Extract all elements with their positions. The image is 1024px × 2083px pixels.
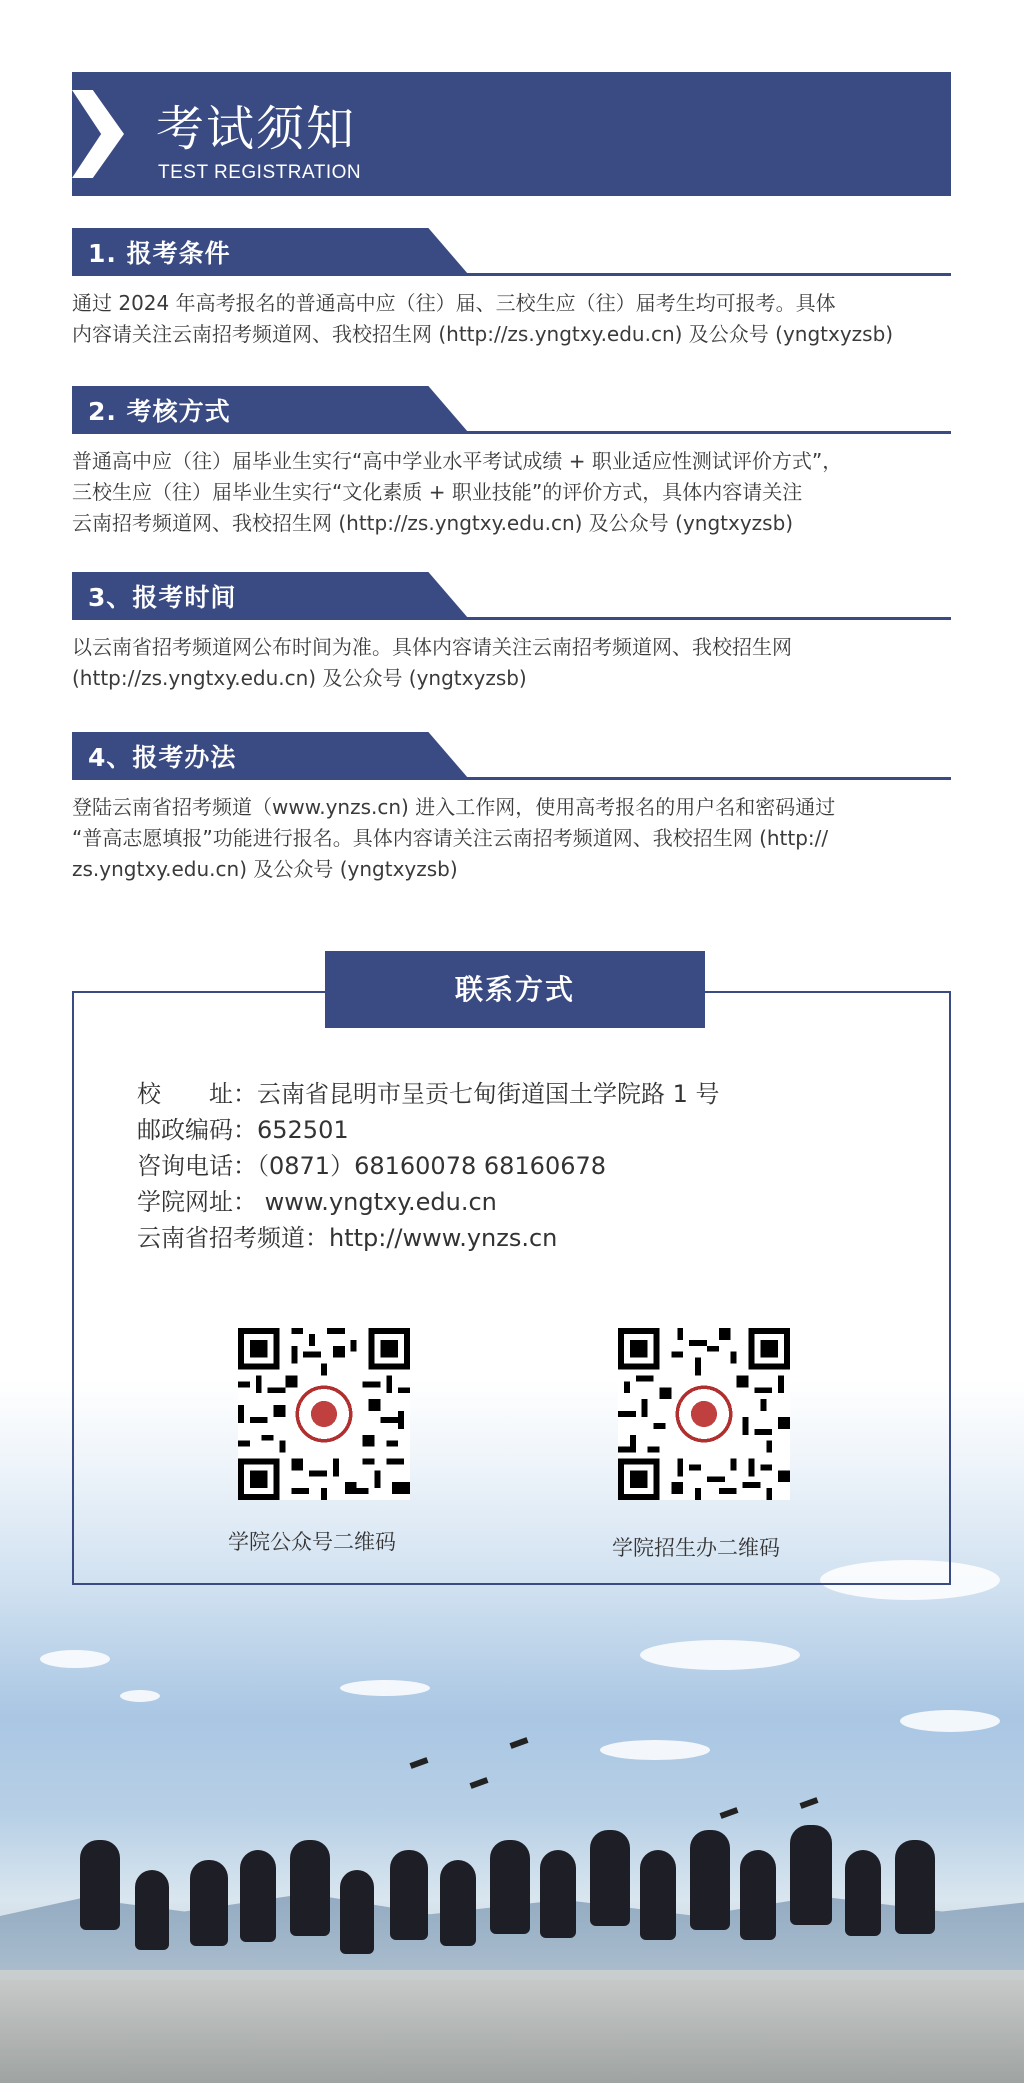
contact-website[interactable]: 学院网址： www.yngtxy.edu.cn [137,1188,497,1216]
section-heading-label: 3、报考时间 [88,583,237,612]
section-heading-label: 1. 报考条件 [88,239,231,268]
paragraph-line: 普通高中应（往）届毕业生实行“高中学业水平考试成绩 + 职业适应性测试评价方式”， [72,449,843,473]
paragraph-line: (http://zs.yngtxy.edu.cn) 及公众号 (yngtxyzsb) [72,666,527,690]
paragraph-line: 登陆云南省招考频道（www.ynzs.cn) 进入工作网，使用高考报名的用户名和密码通过 [72,795,836,819]
page-title: 考试须知 [156,101,357,157]
qr-code-icon [238,1328,410,1500]
paragraph-line: zs.yngtxy.edu.cn) 及公众号 (yngtxyzsb) [72,857,458,881]
contact-address: 校 址：云南省昆明市呈贡七甸街道国土学院路 1 号 [137,1080,720,1108]
qr-code-icon [618,1328,790,1500]
section-heading-3 [72,572,951,620]
section-heading-label: 4、报考办法 [88,743,237,772]
contact-heading: 联系方式 [325,951,705,1028]
contact-postcode: 邮政编码：652501 [137,1116,349,1144]
section-heading-4 [72,732,951,780]
section-body-3 [72,632,952,694]
paragraph-line: 通过 2024 年高考报名的普通高中应（往）届、三校生应（往）届考生均可报考。具体 [72,291,836,315]
paragraph-line: 云南招考频道网、我校招生网 (http://zs.yngtxy.edu.cn) 及公众号 (yngtxyzsb) [72,511,794,535]
paragraph-line: 三校生应（往）届毕业生实行“文化素质 + 职业技能”的评价方式，具体内容请关注 [72,480,803,504]
paragraph-line: 以云南省招考频道网公布时间为准。具体内容请关注云南招考频道网、我校招生网 [72,635,792,659]
contact-phone: 咨询电话：（0871）68160078 68160678 [137,1152,607,1180]
section-body-1 [72,288,952,350]
paragraph-line: “普高志愿填报”功能进行报名。具体内容请关注云南招考频道网、我校招生网 (http:// [72,826,829,850]
section-heading-2 [72,386,951,434]
page-header [72,72,951,196]
section-heading-1 [72,228,951,276]
paragraph-line: 内容请关注云南招考频道网、我校招生网 (http://zs.yngtxy.edu.cn) 及公众号 (yngtxyzsb) [72,322,894,346]
section-body-2 [72,446,952,539]
qr-caption-official-account: 学院公众号二维码 [228,1530,396,1554]
section-heading-label: 2. 考核方式 [88,397,231,426]
contact-ynzs-link[interactable]: 云南省招考频道：http://www.ynzs.cn [137,1224,558,1252]
page-subtitle: TEST REGISTRATION [158,162,362,183]
qr-caption-admissions-office: 学院招生办二维码 [612,1536,780,1560]
section-body-4 [72,792,952,885]
chevron-right-icon [72,90,124,178]
